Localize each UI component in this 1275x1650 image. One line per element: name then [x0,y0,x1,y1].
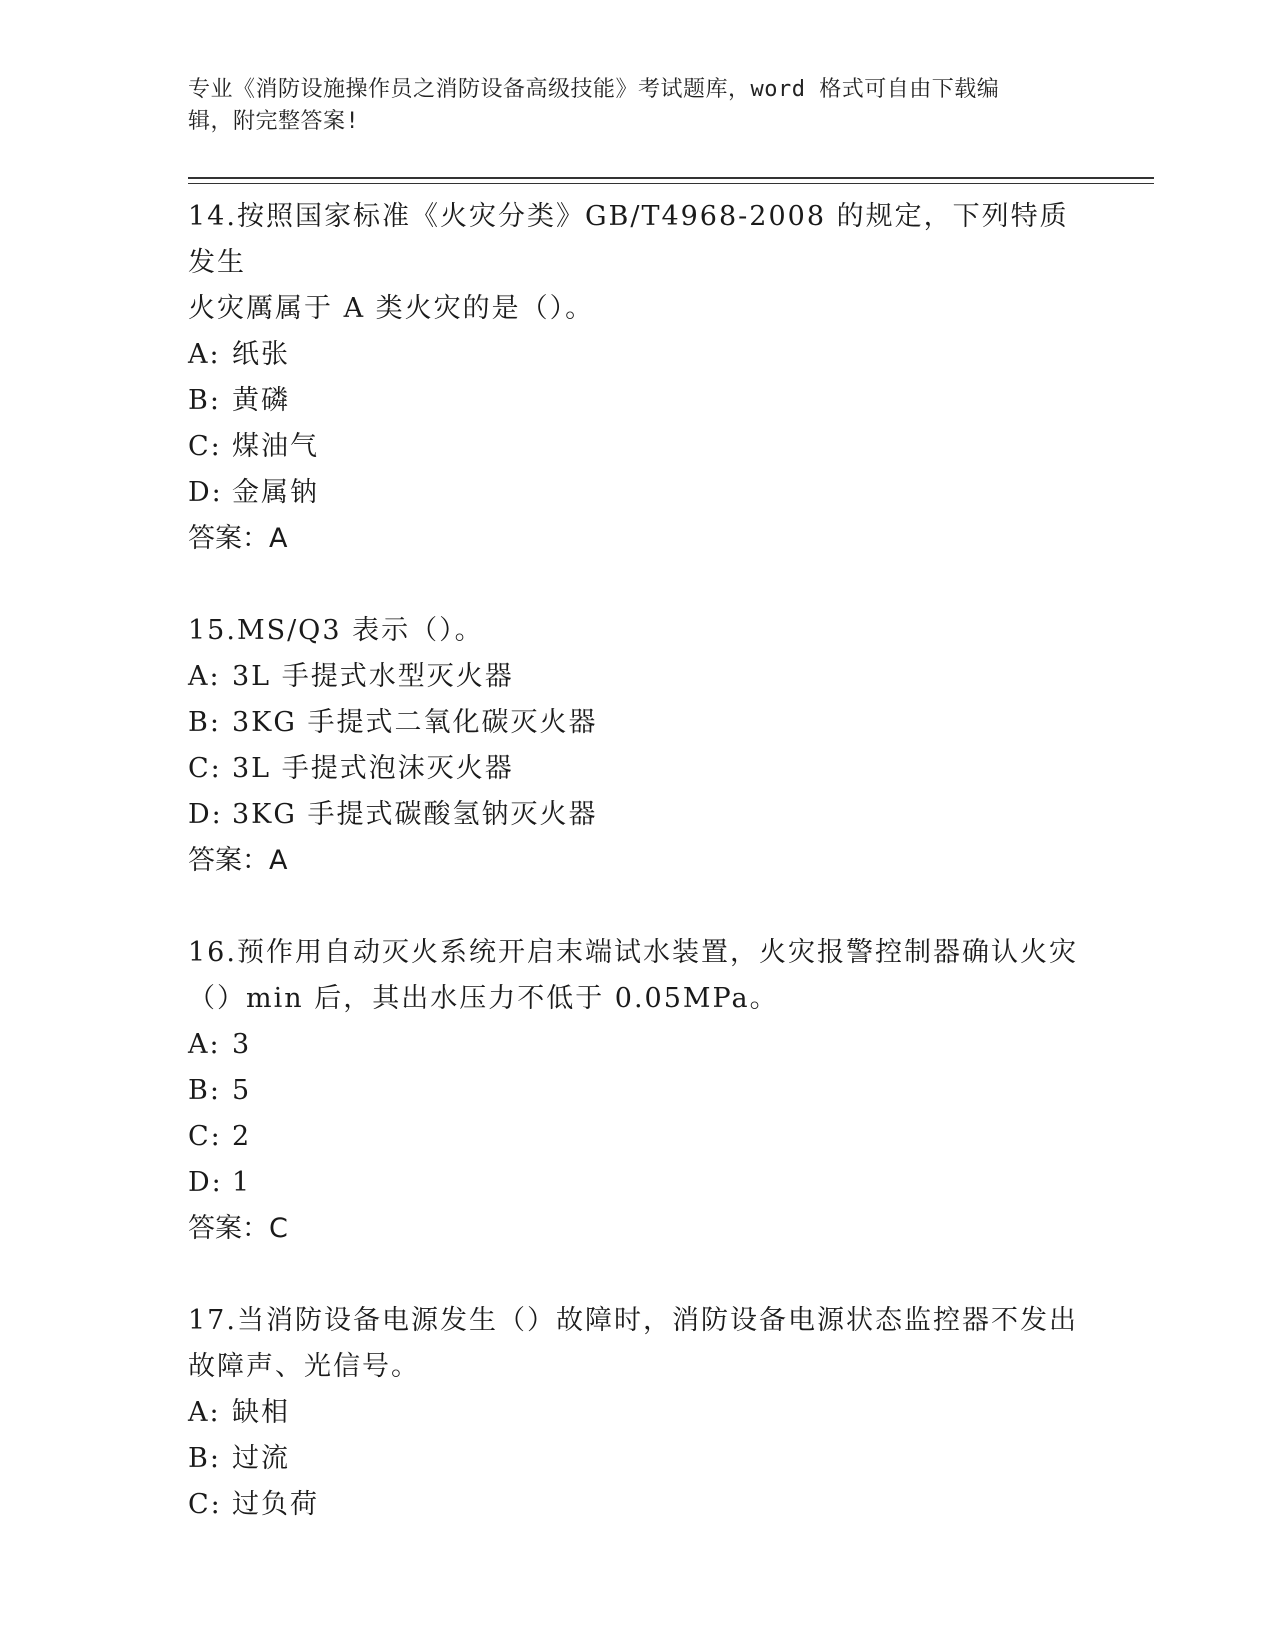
question-16 [188,930,1088,1252]
option-key: B: [188,385,221,416]
answer-line: 答案：A [188,523,288,554]
option-a [188,654,1088,700]
option-text: 黄磷 [232,385,290,416]
answer-line: 答案：C [188,1213,288,1244]
option-text: 煤油气 [232,431,319,462]
option-text: 3KG 手提式二氧化碳灭火器 [232,707,598,738]
option-c [188,424,1088,470]
option-key: B: [188,1075,221,1106]
question-text-line: （）min 后，其出水压力不低于 0.05MPa。 [188,983,779,1014]
header-divider-thin [188,183,1154,184]
option-key: A: [188,661,221,692]
header-line-2: 辑，附完整答案! [188,109,360,134]
option-key: C: [188,753,222,784]
option-key: C: [188,1121,222,1152]
option-key: A: [188,1029,221,1060]
question-text-line: 17.当消防设备电源发生（）故障时，消防设备电源状态监控器不发出 [188,1305,1078,1336]
header-line-1: 专业《消防设施操作员之消防设备高级技能》考试题库，word 格式可自由下载编 [188,77,1000,102]
question-text-line: 15.MS/Q3 表示（）。 [188,615,484,646]
option-c [188,1482,1088,1528]
option-a [188,332,1088,378]
option-key: C: [188,431,222,462]
option-key: D: [188,1167,223,1198]
option-d [188,470,1088,516]
question-text-line: 故障声、光信号。 [188,1351,420,1382]
option-key: D: [188,477,223,508]
option-text: 1 [232,1167,252,1198]
option-text: 过流 [232,1443,290,1474]
option-key: B: [188,1443,221,1474]
question-text-line: 16.预作用自动灭火系统开启末端试水装置，火灾报警控制器确认火灾 [188,937,1078,968]
option-text: 3 [232,1029,252,1060]
option-b [188,700,1088,746]
question-text-line: 14.按照国家标准《火灾分类》GB/T4968-2008 的规定，下列特质发生 [188,201,1069,278]
option-text: 过负荷 [232,1489,319,1520]
question-17 [188,1298,1088,1528]
document-header [188,74,1068,138]
option-a [188,1390,1088,1436]
option-text: 3L 手提式泡沫灭火器 [232,753,514,784]
option-b [188,378,1088,424]
option-text: 纸张 [232,339,290,370]
option-text: 3L 手提式水型灭火器 [232,661,514,692]
option-b [188,1068,1088,1114]
option-key: A: [188,1397,221,1428]
header-divider-thick [188,177,1154,179]
option-key: C: [188,1489,222,1520]
option-key: D: [188,799,223,830]
question-list [188,194,1088,1574]
option-text: 2 [232,1121,252,1152]
question-15 [188,608,1088,884]
option-a [188,1022,1088,1068]
option-d [188,792,1088,838]
option-key: B: [188,707,221,738]
option-d [188,1160,1088,1206]
question-14 [188,194,1088,562]
option-text: 5 [232,1075,252,1106]
option-text: 缺相 [232,1397,290,1428]
option-text: 3KG 手提式碳酸氢钠灭火器 [232,799,598,830]
option-c [188,1114,1088,1160]
option-c [188,746,1088,792]
answer-line: 答案：A [188,845,288,876]
option-b [188,1436,1088,1482]
option-key: A: [188,339,221,370]
question-text-line: 火灾厲属于 A 类火灾的是（）。 [188,293,595,324]
option-text: 金属钠 [232,477,319,508]
